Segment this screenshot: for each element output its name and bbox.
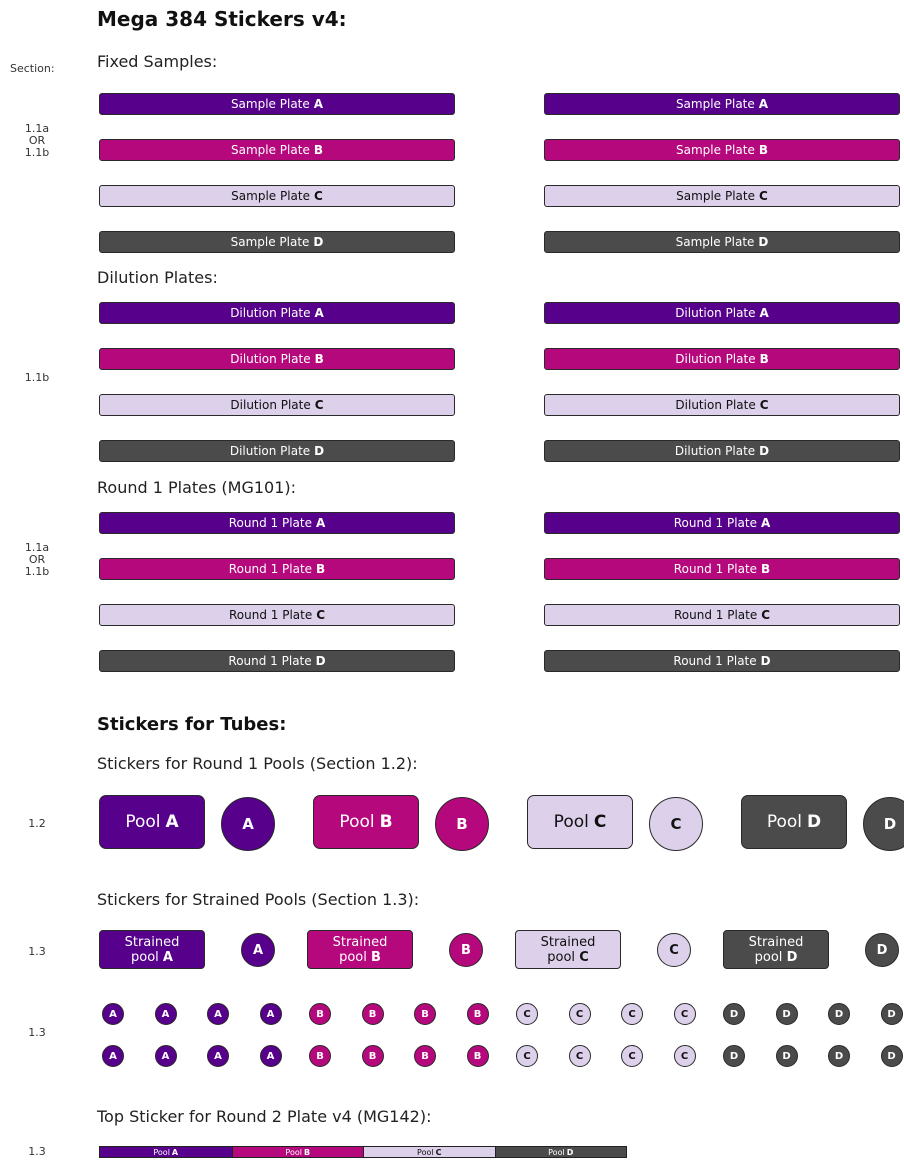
small-circle-b [309, 1045, 331, 1067]
strained-line1 [749, 935, 804, 950]
pool-circle-b [435, 797, 489, 851]
plate-sticker-c [544, 185, 900, 207]
circle-letter: C [628, 1050, 636, 1062]
pool-letter: A [165, 812, 179, 832]
strained-line1 [333, 935, 388, 950]
strained-circle-a [241, 933, 275, 967]
small-circle-c [569, 1045, 591, 1067]
plate-label: Dilution Plate [675, 398, 756, 412]
pool-letter: A [162, 949, 173, 965]
plate-sticker-c [99, 604, 455, 626]
tubes-title: Stickers for Tubes: [97, 714, 287, 735]
small-circle-c [621, 1003, 643, 1025]
small-circle-d [723, 1003, 745, 1025]
pool-word: pool [131, 949, 159, 965]
strained-sticker-b [307, 930, 413, 969]
section-line: 1.1b [24, 371, 50, 384]
pool-sticker-c [527, 795, 633, 849]
pool-sticker-b [313, 795, 419, 849]
small-circle-a [155, 1045, 177, 1067]
strained-line1 [125, 935, 180, 950]
section-line: 1.1a [24, 122, 50, 135]
strained-circle-b [449, 933, 483, 967]
small-circle-b [414, 1003, 436, 1025]
small-circle-a [207, 1003, 229, 1025]
circle-letter: C [628, 1008, 636, 1020]
small-circle-a [207, 1045, 229, 1067]
circle-letter: D [834, 1008, 844, 1020]
section-line: OR [28, 553, 46, 566]
plate-label: Round 1 Plate [228, 516, 312, 530]
small-circle-d [881, 1045, 903, 1067]
segment-label: Pool [285, 1147, 302, 1157]
pool-letter: D [807, 812, 822, 832]
strained-sticker-a [99, 930, 205, 969]
strained-word: Strained [748, 934, 804, 950]
plate-letter: B [316, 562, 326, 576]
plate-label: Dilution Plate [229, 444, 311, 458]
plate-label: Round 1 Plate [673, 608, 758, 622]
plate-letter: A [313, 97, 324, 111]
plate-sticker-b [544, 348, 900, 370]
plate-letter: D [314, 444, 325, 458]
round1-pools-heading: Stickers for Round 1 Pools (Section 1.2): [97, 754, 418, 773]
segment-label: Pool [548, 1147, 565, 1157]
strained-word: Strained [124, 934, 180, 950]
strained-word: Strained [332, 934, 388, 950]
plate-label: Dilution Plate [230, 306, 311, 320]
plate-label: Sample Plate [676, 189, 755, 203]
strained-line2 [755, 950, 798, 965]
plate-letter: D [758, 235, 769, 249]
strained-circle-c [657, 933, 691, 967]
segment-letter: C [435, 1147, 442, 1157]
circle-letter: C [575, 1008, 584, 1020]
circle-letter: B [316, 1050, 324, 1062]
plate-letter: B [761, 562, 771, 576]
plate-label: Round 1 Plate [228, 562, 313, 576]
small-circle-a [102, 1003, 124, 1025]
plate-letter: C [761, 608, 771, 622]
circle-letter: C [680, 1008, 689, 1020]
circle-letter: B [456, 815, 468, 833]
section-line: OR [28, 134, 46, 147]
circle-letter: A [161, 1008, 170, 1020]
plate-sticker-d [99, 440, 455, 462]
strained-line2 [547, 950, 588, 965]
plate-letter: B [313, 143, 323, 157]
circle-letter: D [729, 1050, 739, 1062]
plate-group-heading: Round 1 Plates (MG101): [97, 478, 297, 497]
strained-word: Strained [540, 934, 596, 950]
plate-letter: B [314, 352, 324, 366]
plate-label: Dilution Plate [230, 398, 311, 412]
plate-label: Sample Plate [675, 97, 755, 111]
plate-label: Sample Plate [676, 143, 755, 157]
circle-letter: D [782, 1008, 791, 1020]
circle-letter: C [523, 1050, 531, 1062]
section-column-label: Section: [10, 62, 55, 75]
pool-circle-a [221, 797, 275, 851]
plate-sticker-b [544, 139, 900, 161]
plate-sticker-b [99, 348, 455, 370]
small-circle-b [467, 1045, 489, 1067]
circle-letter: A [266, 1050, 275, 1062]
plate-group-heading: Dilution Plates: [97, 268, 218, 287]
circle-letter: C [523, 1008, 531, 1020]
circle-letter: B [316, 1008, 324, 1020]
plate-label: Round 1 Plate [228, 608, 313, 622]
circle-letter: B [473, 1050, 482, 1062]
section-line: 1.1b [24, 565, 50, 578]
strained-pools-heading: Stickers for Strained Pools (Section 1.3): [97, 890, 420, 909]
plate-sticker-a [99, 93, 455, 115]
small-circle-c [516, 1045, 538, 1067]
circle-letter: A [242, 815, 254, 833]
circle-letter: B [368, 1008, 377, 1020]
plate-sticker-c [544, 604, 900, 626]
small-circle-b [309, 1003, 331, 1025]
top-sticker-heading: Top Sticker for Round 2 Plate v4 (MG142): [97, 1107, 432, 1126]
plate-letter: A [758, 97, 769, 111]
section-line: 1.1b [24, 146, 50, 159]
section-line: 1.1a [24, 541, 50, 554]
circle-letter: B [461, 942, 471, 958]
small-circle-c [621, 1045, 643, 1067]
pool-letter: B [379, 812, 393, 832]
circle-letter: D [887, 1008, 896, 1020]
strained-line2 [339, 950, 381, 965]
small-circle-a [260, 1003, 282, 1025]
small-circle-c [674, 1045, 696, 1067]
section-number: 1.3 [28, 945, 46, 958]
plate-sticker-d [99, 650, 455, 672]
plate-letter: B [758, 143, 768, 157]
plate-label: Round 1 Plate [673, 654, 757, 668]
circle-letter: C [670, 815, 682, 833]
circle-letter: B [368, 1050, 377, 1062]
circle-letter: C [669, 942, 679, 958]
strained-circle-d [865, 933, 899, 967]
plate-letter: B [759, 352, 769, 366]
plate-letter: D [759, 444, 770, 458]
small-circle-a [102, 1045, 124, 1067]
circle-letter: D [729, 1008, 739, 1020]
pool-sticker-d [741, 795, 847, 849]
circle-letter: D [883, 815, 897, 833]
small-circle-d [828, 1003, 850, 1025]
circle-letter: B [421, 1008, 429, 1020]
pool-letter: C [579, 949, 589, 965]
plate-sticker-b [99, 139, 455, 161]
plate-letter: A [314, 306, 324, 320]
plate-label: Sample Plate [231, 143, 310, 157]
pool-letter: B [371, 949, 381, 965]
small-circle-a [155, 1003, 177, 1025]
plate-letter: C [759, 398, 769, 412]
pool-sticker-a [99, 795, 205, 849]
small-circle-d [723, 1045, 745, 1067]
pool-label: Pool [553, 812, 589, 832]
plate-label: Round 1 Plate [228, 654, 312, 668]
plate-sticker-a [99, 302, 455, 324]
top-segment-c [363, 1147, 495, 1157]
plate-letter: C [759, 189, 768, 203]
circle-letter: A [109, 1008, 117, 1020]
plate-label: Dilution Plate [675, 352, 756, 366]
plate-letter: C [314, 398, 324, 412]
segment-letter: B [303, 1147, 311, 1157]
section-number: 1.2 [28, 817, 46, 830]
plate-letter: C [316, 608, 326, 622]
plate-sticker-d [99, 231, 455, 253]
circle-letter: D [876, 942, 888, 958]
plate-letter: C [314, 189, 323, 203]
circle-letter: D [887, 1050, 896, 1062]
pool-label: Pool [125, 812, 161, 832]
circle-letter: A [161, 1050, 170, 1062]
strained-sticker-d [723, 930, 829, 969]
circle-letter: A [214, 1008, 222, 1020]
pool-word: pool [754, 949, 783, 965]
plate-label: Sample Plate [675, 235, 755, 249]
pool-circle-d [863, 797, 904, 851]
plate-sticker-a [99, 512, 455, 534]
section-number [14, 542, 60, 578]
section-number: 1.3 [28, 1145, 46, 1158]
plate-sticker-c [99, 394, 455, 416]
section-number: 1.3 [28, 1026, 46, 1039]
circle-letter: A [109, 1050, 117, 1062]
strained-line2 [131, 950, 173, 965]
plate-label: Dilution Plate [230, 352, 311, 366]
plate-letter: A [315, 516, 326, 530]
strained-line1 [541, 935, 596, 950]
pool-word: pool [339, 949, 367, 965]
pool-letter: C [593, 812, 607, 832]
plate-sticker-c [544, 394, 900, 416]
plate-sticker-b [99, 558, 455, 580]
plate-sticker-a [544, 93, 900, 115]
section-number [14, 123, 60, 159]
pool-circle-c [649, 797, 703, 851]
circle-letter: C [680, 1050, 689, 1062]
plate-group-heading: Fixed Samples: [97, 52, 218, 71]
small-circle-d [828, 1045, 850, 1067]
plate-sticker-d [544, 440, 900, 462]
plate-sticker-b [544, 558, 900, 580]
pool-word: pool [547, 949, 576, 965]
strained-sticker-c [515, 930, 621, 969]
plate-label: Sample Plate [230, 235, 310, 249]
small-circle-d [881, 1003, 903, 1025]
top-segment-a [100, 1147, 232, 1157]
plate-sticker-a [544, 512, 900, 534]
plate-label: Sample Plate [231, 189, 310, 203]
segment-letter: A [171, 1147, 179, 1157]
circle-letter: A [266, 1008, 275, 1020]
small-circle-b [414, 1045, 436, 1067]
plate-label: Sample Plate [230, 97, 310, 111]
plate-sticker-c [99, 185, 455, 207]
plate-sticker-a [544, 302, 900, 324]
small-circle-c [569, 1003, 591, 1025]
plate-label: Dilution Plate [675, 306, 756, 320]
segment-label: Pool [417, 1147, 434, 1157]
circle-letter: D [834, 1050, 844, 1062]
plate-letter: D [313, 235, 324, 249]
plate-letter: A [760, 516, 771, 530]
small-circle-b [362, 1003, 384, 1025]
section-number [14, 372, 60, 384]
circle-letter: C [575, 1050, 584, 1062]
segment-letter: D [566, 1147, 574, 1157]
page-title: Mega 384 Stickers v4: [97, 7, 347, 31]
small-circle-d [776, 1003, 798, 1025]
small-circle-b [467, 1003, 489, 1025]
pool-letter: D [786, 949, 798, 965]
plate-letter: D [760, 654, 771, 668]
circle-letter: B [421, 1050, 429, 1062]
plate-letter: A [759, 306, 769, 320]
plate-sticker-d [544, 231, 900, 253]
circle-letter: D [782, 1050, 791, 1062]
small-circle-a [260, 1045, 282, 1067]
small-circle-c [674, 1003, 696, 1025]
top-segment-b [232, 1147, 364, 1157]
plate-label: Dilution Plate [674, 444, 756, 458]
plate-label: Round 1 Plate [673, 562, 758, 576]
circle-letter: A [214, 1050, 222, 1062]
small-circle-d [776, 1045, 798, 1067]
plate-sticker-d [544, 650, 900, 672]
plate-label: Round 1 Plate [673, 516, 757, 530]
circle-letter: B [473, 1008, 482, 1020]
plate-letter: D [315, 654, 326, 668]
top-segment-d [495, 1147, 627, 1157]
segment-label: Pool [153, 1147, 170, 1157]
pool-label: Pool [339, 812, 375, 832]
pool-label: Pool [766, 812, 803, 832]
small-circle-b [362, 1045, 384, 1067]
top-sticker-bar [99, 1146, 627, 1158]
circle-letter: A [252, 942, 264, 958]
small-circle-c [516, 1003, 538, 1025]
